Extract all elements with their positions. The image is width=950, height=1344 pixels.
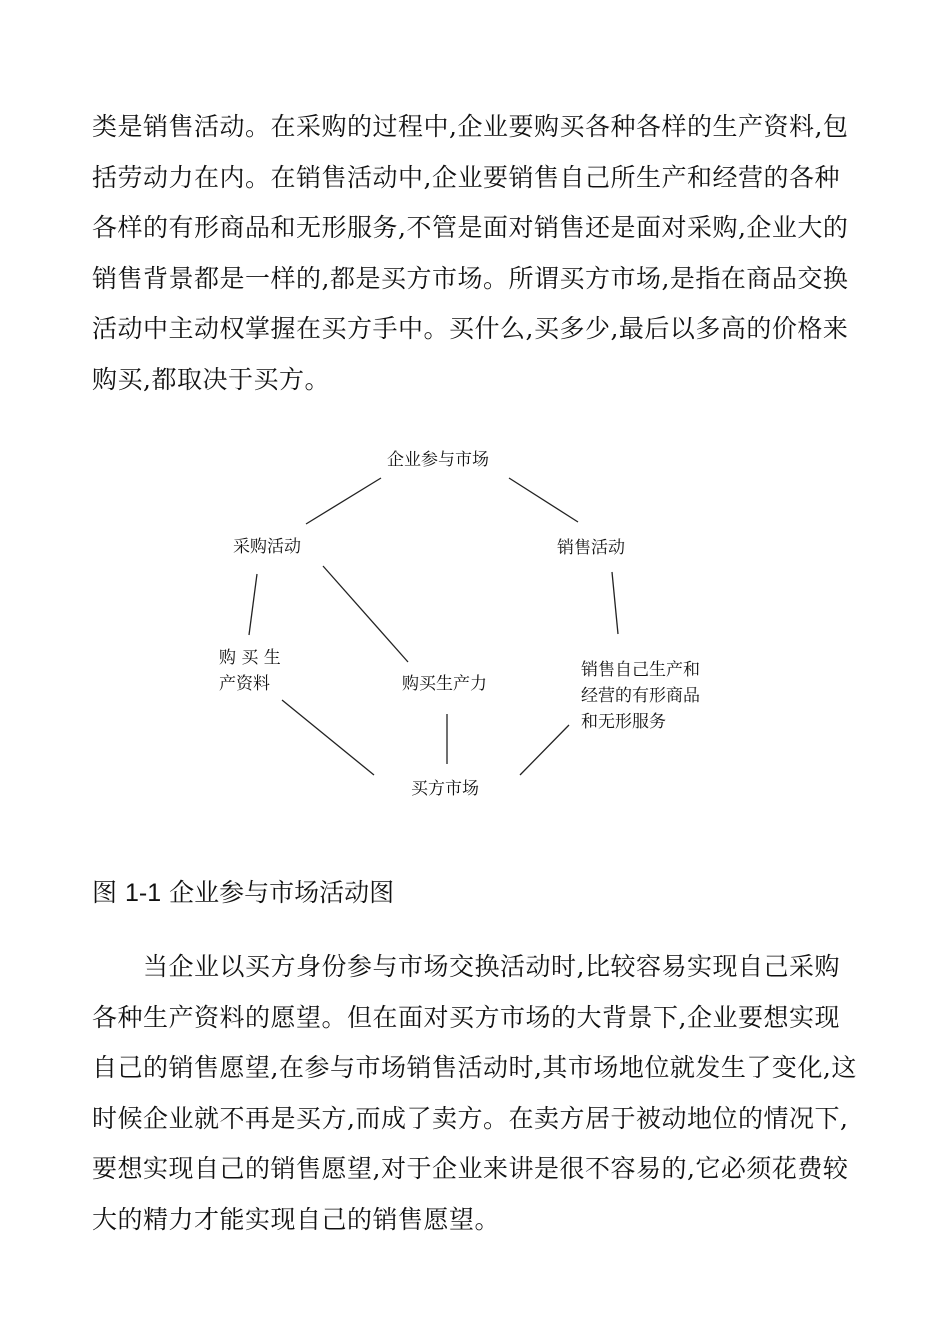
paragraph-line: 要想实现自己的销售愿望,对于企业来讲是很不容易的,它必须花费较 <box>92 1154 849 1183</box>
connector-means-to-buyers-market <box>282 700 374 775</box>
body-paragraph-bottom <box>92 942 862 1245</box>
body-paragraph-top <box>92 102 862 405</box>
figure-caption <box>92 873 394 913</box>
paragraph-line: 各样的有形商品和无形服务,不管是面对销售还是面对采购,企业大的 <box>92 213 849 242</box>
node-buyers-market: 买方市场 <box>411 779 479 799</box>
connector-goods-to-buyers-market <box>520 725 569 775</box>
node-line: 销售自己生产和 <box>581 660 700 680</box>
paragraph-line: 购买,都取决于买方。 <box>92 364 330 394</box>
node-sales-activity: 销售活动 <box>557 538 625 558</box>
connector-market-to-purchase <box>306 478 381 524</box>
node-line: 经营的有形商品 <box>581 686 700 706</box>
node-enterprise-market: 企业参与市场 <box>387 450 489 470</box>
paragraph-line: 活动中主动权掌握在买方手中。买什么,买多少,最后以多高的价格来 <box>92 314 849 343</box>
connector-sales-to-goods <box>612 572 618 634</box>
node-purchase-activity: 采购活动 <box>233 537 301 557</box>
node-line: 购 买 生 <box>219 648 281 668</box>
caption-text: 企业参与市场活动图 <box>169 878 395 907</box>
paragraph-line: 大的精力才能实现自己的销售愿望。 <box>92 1204 501 1234</box>
paragraph-line: 类是销售活动。在采购的过程中,企业要购买各种各样的生产资料,包 <box>92 112 849 141</box>
node-sell-goods-services <box>581 657 700 735</box>
paragraph-line: 当企业以买方身份参与市场交换活动时,比较容易实现自己采购 <box>92 952 840 981</box>
paragraph-line: 销售背景都是一样的,都是买方市场。所谓买方市场,是指在商品交换 <box>92 263 849 293</box>
caption-prefix: 图 <box>92 878 118 907</box>
paragraph-line: 自己的销售愿望,在参与市场销售活动时,其市场地位就发生了变化,这 <box>92 1053 857 1082</box>
caption-number: 1-1 <box>124 879 162 907</box>
node-line: 产资料 <box>219 674 270 694</box>
node-buy-means-of-production <box>219 645 281 697</box>
paragraph-line: 时候企业就不再是买方,而成了卖方。在卖方居于被动地位的情况下, <box>92 1103 849 1133</box>
connector-purchase-to-productivity <box>323 566 408 662</box>
node-line: 和无形服务 <box>581 712 666 732</box>
connector-purchase-to-means <box>249 574 257 635</box>
connector-market-to-sales <box>509 478 578 522</box>
node-buy-productivity: 购买生产力 <box>402 674 487 694</box>
paragraph-line: 各种生产资料的愿望。但在面对买方市场的大背景下,企业要想实现 <box>92 1002 840 1032</box>
paragraph-line: 括劳动力在内。在销售活动中,企业要销售自己所生产和经营的各种 <box>92 162 840 192</box>
